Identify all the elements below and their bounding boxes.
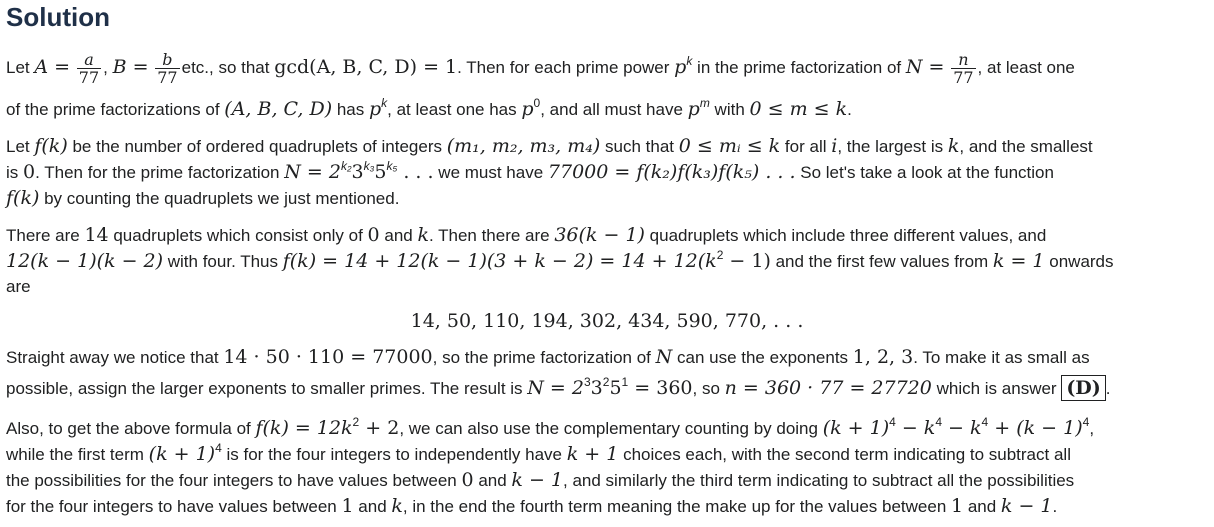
- fraction-b-77: $\frac{b}{77}$: [157, 50, 178, 87]
- math-B: B =: [112, 55, 149, 78]
- math-gcd: gcd(A, B, C, D) = 1: [274, 55, 458, 78]
- p5-line3: the possibilities for the four integers to have values between 0 and k − 1, and similarly the third term indicating to subtract all the possibilities: [6, 469, 1075, 491]
- text: . Then for each prime power: [457, 57, 675, 77]
- p1-line2: of the prime factorizations of (A, B, C, D) has $p^k$, at least one has $p^0$, and all must have $p^m$ with 0 ≤ m ≤ k.: [6, 96, 852, 120]
- value-sequence: 14, 50, 110, 194, 302, 434, 590, 770, . . .: [410, 310, 804, 332]
- p2-line2: is 0. Then for the prime factorization $N = 2^{k_2}3^{k_3}5^{k_5}$ . . . we must have 77000 = f(k₂)f(k₃)f(k₅) . . . So let's take a look at the function: [6, 159, 1054, 183]
- answer-box: (D): [1061, 375, 1105, 401]
- math-A: A =: [34, 55, 71, 78]
- text: Let: [6, 57, 35, 77]
- p2-line3: f(k) by counting the quadruplets we just mentioned.: [6, 187, 400, 209]
- math-N: N =: [905, 55, 945, 78]
- p5-line4: for the four integers to have values between 1 and k, in the end the fourth term meaning the make up for the values between 1 and k − 1.: [6, 495, 1058, 517]
- fraction-a-77: $\frac{a}{77}$: [78, 50, 100, 87]
- p3-line1: There are 14 quadruplets which consist only of 0 and k. Then there are 36(k − 1) quadruplets which include three different values, and: [6, 224, 1047, 246]
- math-p: p: [674, 55, 687, 78]
- solution-heading: Solution: [6, 2, 110, 32]
- p1-line1: Let A = $\frac{a}{77}$ , B = $\frac{b}{77}$ etc., so that gcd(A, B, C, D) = 1. Then for each prime power $p^k$ in the prime factorization of N = $\frac{n}{77}$ , at least one: [6, 50, 1075, 87]
- p4-line1: Straight away we notice that 14 · 50 · 110 = 77000, so the prime factorization of N can use the exponents 1, 2, 3. To make it as small as: [6, 346, 1090, 368]
- p5-line1: Also, to get the above formula of $f(k) = 12k^2 + 2$, we can also use the complementary counting by doing $(k + 1)^4 - k^4 - k^4 + (k - 1)^4$,: [6, 415, 1095, 439]
- p3-line2: 12(k − 1)(k − 2) with four. Thus $f(k) = 14 + 12(k - 1)(3 + k - 2) = 14 + 12(k^2 - 1)$ and the first few values from k = 1 onwards: [6, 248, 1114, 272]
- fraction-n-77: $\frac{n}{77}$: [953, 50, 974, 87]
- p4-line2: possible, assign the larger exponents to smaller primes. The result is $N = 2^33^25^1 = 360$, so n = 360 · 77 = 27720 which is answer (D) .: [6, 375, 1111, 399]
- text: etc., so that: [181, 57, 275, 77]
- p2-line1: Let f(k) be the number of ordered quadruplets of integers (m₁, m₂, m₃, m₄) such that 0 ≤ mᵢ ≤ k for all i, the largest is k, and the smallest: [6, 135, 1093, 157]
- p5-line2: while the first term $(k + 1)^4$ is for the four integers to independently have k + 1 choices each, with the second term indicating to subtract all: [6, 441, 1071, 465]
- p3-line3: are: [6, 277, 31, 296]
- text: in the prime factorization of: [692, 57, 906, 77]
- text: , at least one: [977, 57, 1075, 77]
